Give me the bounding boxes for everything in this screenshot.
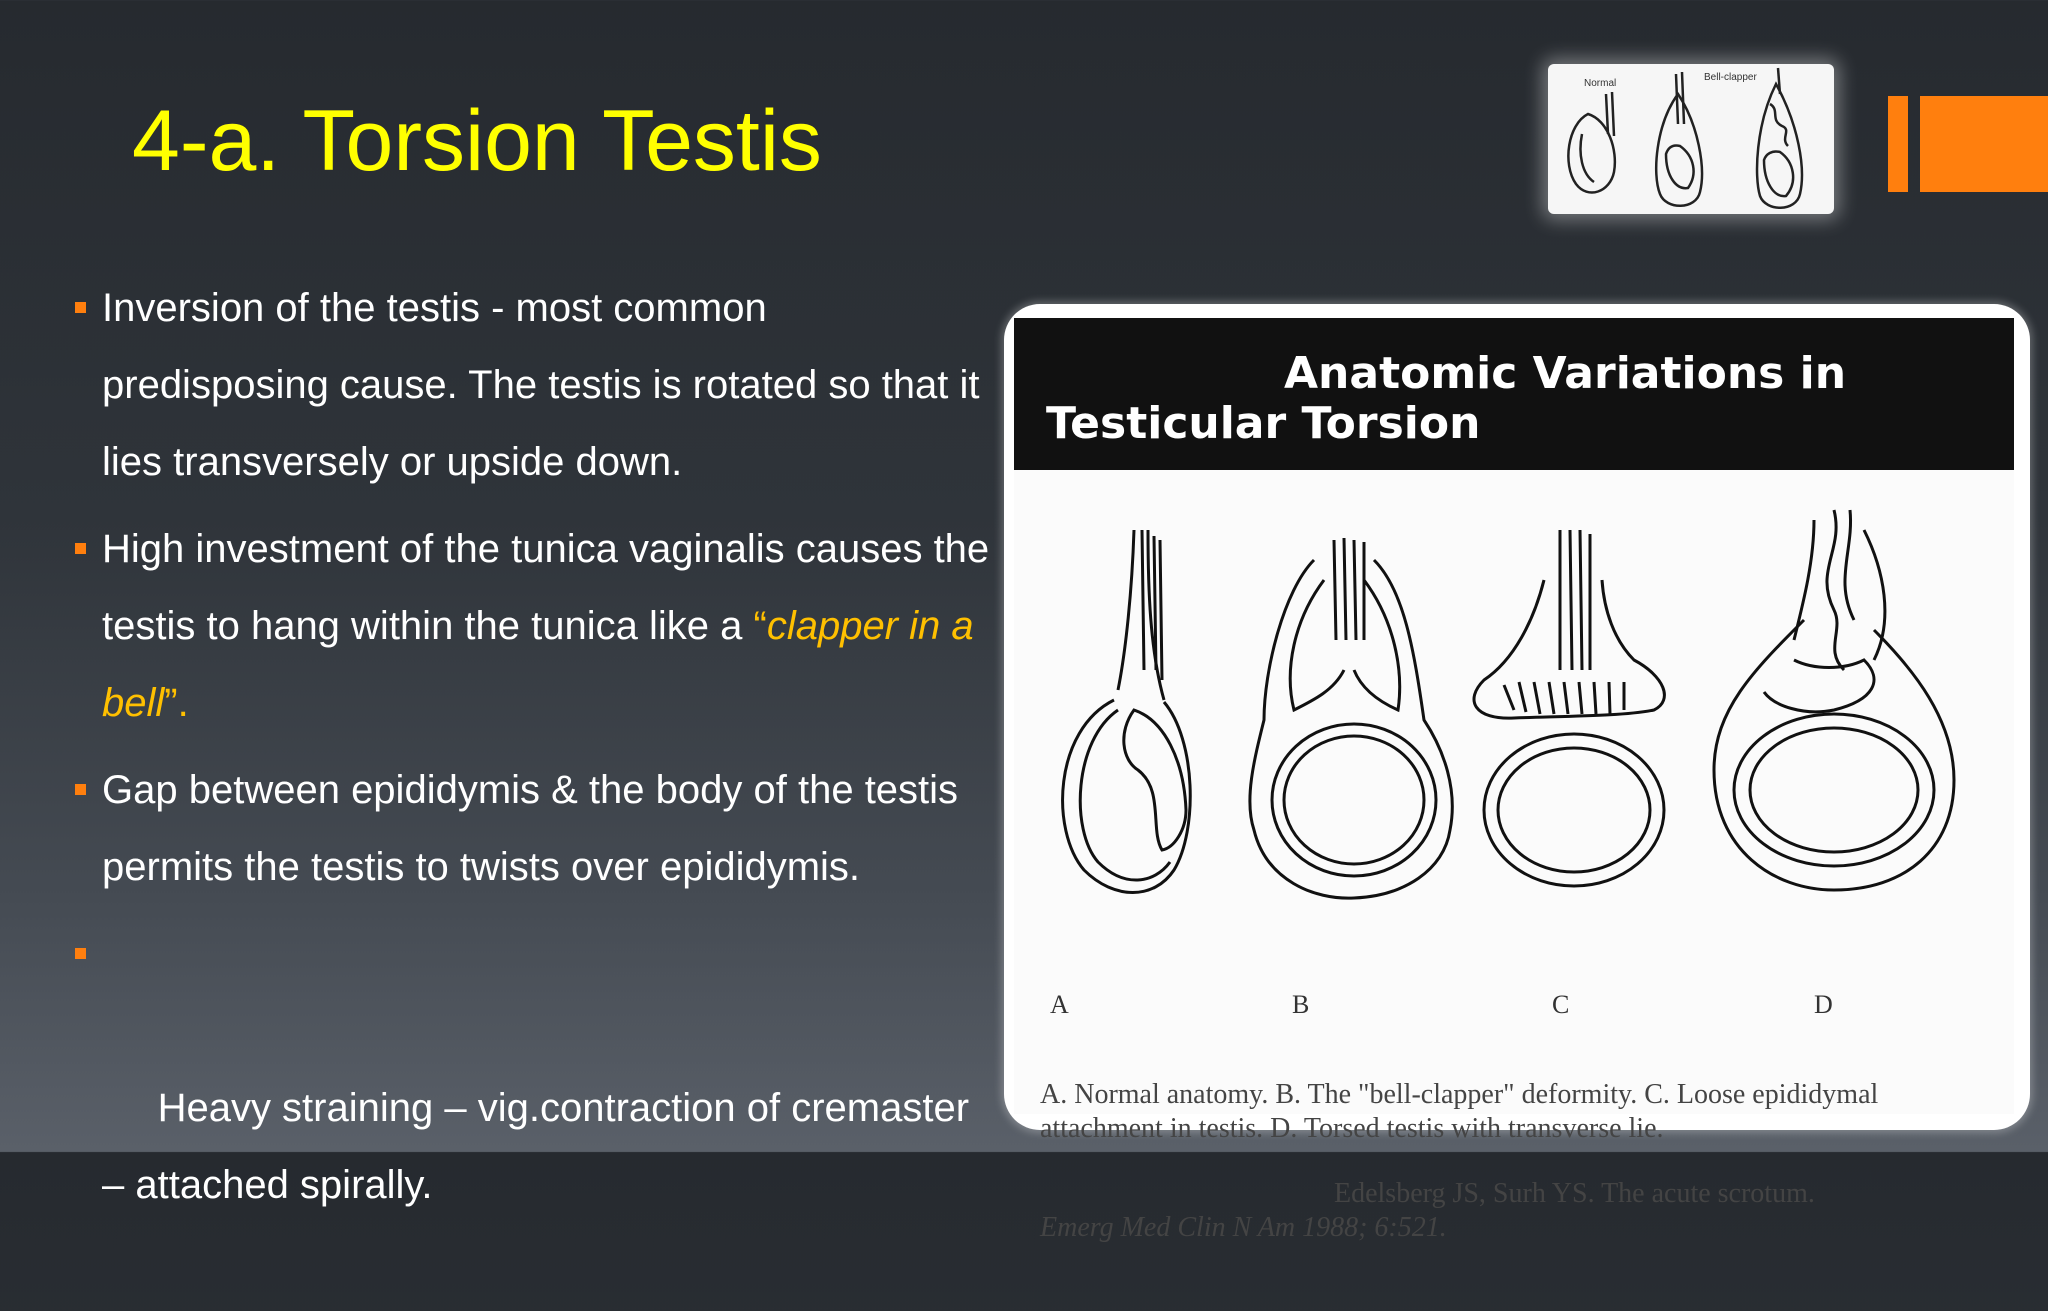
bullet-marker	[75, 543, 86, 554]
slide-title: 4-a. Torsion Testis	[132, 93, 822, 189]
figure-body	[1014, 470, 2014, 1243]
bullet-marker	[75, 948, 86, 959]
panel-d-drawing	[1714, 510, 1954, 890]
figure-title-line2: Testicular Torsion	[1046, 398, 1481, 449]
figure-title-line1: Anatomic Variations in	[1284, 348, 1847, 399]
thumb-label-normal: Normal	[1584, 78, 1617, 89]
panel-label-b: B	[1292, 990, 1310, 1019]
figure-citation-journal: Emerg Med Clin N Am 1988; 6:521.	[1040, 1212, 1447, 1243]
bullet-item	[72, 916, 992, 1301]
thumb-label-bell: Bell-clapper	[1704, 72, 1757, 83]
bullet-list	[72, 270, 992, 1311]
bullet-text: High investment of the tunica vaginalis causes the testis to hang within the tunica like a	[102, 527, 990, 648]
panel-label-d: D	[1814, 990, 1833, 1019]
figure-caption: A. Normal anatomy. B. The "bell-clapper" deformity. C. Loose epididymal attachment in testis. D. Torsed testis with transverse lie.	[1040, 1079, 1879, 1144]
thumbnail-image	[1548, 64, 1834, 214]
bullet-highlight-text: clapper in a bell	[102, 604, 974, 725]
panel-label-c: C	[1552, 990, 1570, 1019]
panel-b-drawing	[1250, 538, 1452, 898]
testis-drawings	[1014, 470, 2014, 990]
thumbnail-drawing	[1548, 64, 1834, 214]
bullet-text: Gap between epididymis & the body of the testis permits the testis to twists over epididymis.	[102, 768, 959, 889]
bullet-open-quote: “	[753, 604, 767, 648]
bullet-text: Inversion of the testis - most common predisposing cause. The testis is rotated so that it lies transversely or upside down.	[102, 286, 980, 484]
figure-citation-authors: Edelsberg JS, Surh YS. The acute scrotum.	[1334, 1178, 1815, 1209]
bullet-marker	[75, 784, 86, 795]
bullet-item	[72, 270, 992, 501]
bullet-close-quote: ”.	[164, 681, 189, 725]
bullet-item	[72, 752, 992, 906]
accent-bar	[1888, 96, 1908, 192]
panel-label-a: A	[1050, 990, 1069, 1019]
bullet-item	[72, 511, 992, 742]
bullet-text: Heavy straining – vig.contraction of cremaster – attached spirally.	[102, 1086, 981, 1207]
anatomy-figure	[1004, 304, 2030, 1243]
figure-header	[1014, 318, 2014, 470]
panel-a-drawing	[1063, 530, 1191, 893]
bullet-marker	[75, 302, 86, 313]
accent-block	[1920, 96, 2048, 192]
panel-c-drawing	[1474, 530, 1664, 886]
